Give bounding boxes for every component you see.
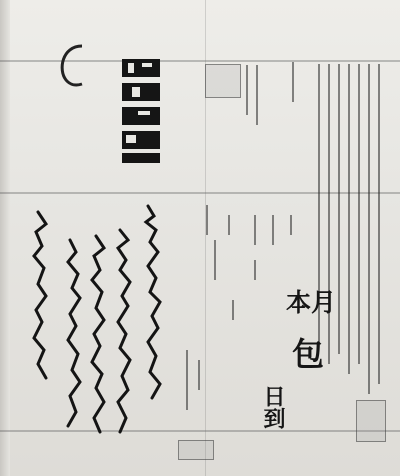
text-column (358, 64, 360, 364)
seal-stamp (356, 400, 386, 442)
annotation-day-arrive: 日到 (260, 385, 286, 429)
text-column (368, 64, 370, 394)
form-field (206, 205, 208, 235)
form-field (198, 360, 200, 390)
text-column (246, 65, 248, 115)
form-field (232, 300, 234, 320)
text-column (378, 64, 380, 384)
text-column (328, 64, 330, 364)
form-field (186, 350, 188, 410)
seal-stamp (178, 440, 214, 460)
annotation-month: 本月 (286, 288, 337, 317)
text-column (348, 64, 350, 374)
form-field (290, 215, 292, 235)
form-field (214, 240, 216, 280)
annotation-mark: 包 (292, 335, 325, 373)
paper-edge (0, 0, 10, 476)
title-block (118, 55, 166, 165)
form-field (254, 260, 256, 280)
handwritten-cursive-block (20, 200, 170, 470)
form-field (272, 215, 274, 245)
seal-stamp (205, 64, 241, 98)
curl-mark (52, 40, 92, 90)
form-field (254, 215, 256, 245)
text-column (256, 65, 258, 125)
fold-line (0, 192, 400, 194)
form-field (228, 215, 230, 235)
text-column (338, 64, 340, 354)
text-column (292, 62, 294, 102)
